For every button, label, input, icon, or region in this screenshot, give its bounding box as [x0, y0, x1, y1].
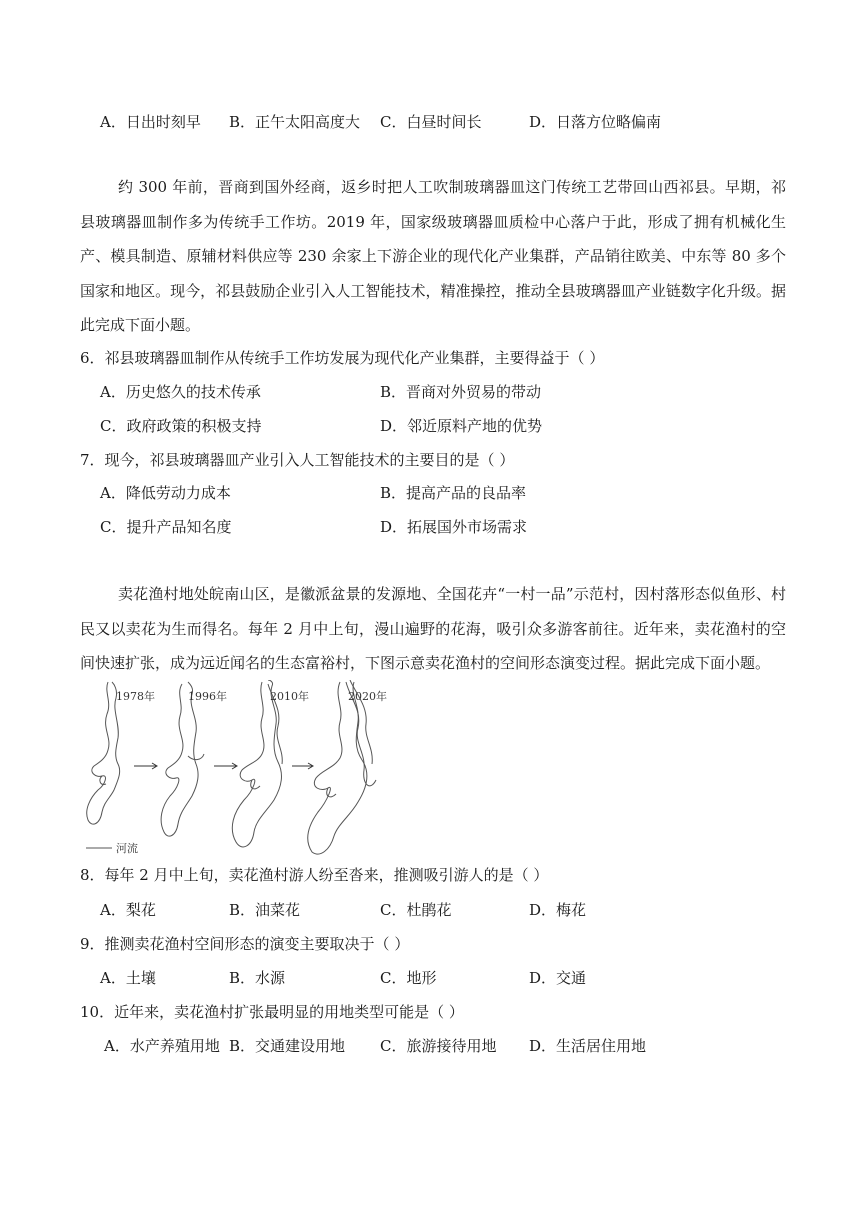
q6-option-b: B．晋商对外贸易的带动	[380, 383, 542, 401]
year-label-1978: 1978年	[116, 690, 155, 703]
q5-option-c: C．白昼时间长	[380, 113, 482, 131]
q6-stem: 6．祁县玻璃器皿制作从传统手工作坊发展为现代化产业集群，主要得益于（ ）	[80, 349, 605, 367]
village-evolution-figure	[78, 680, 398, 858]
year-label-2020: 2020年	[348, 690, 387, 703]
q7-stem: 7．现今，祁县玻璃器皿产业引入人工智能技术的主要目的是（ ）	[80, 451, 515, 469]
q7-option-d: D．拓展国外市场需求	[380, 518, 528, 536]
q8-option-d: D．梅花	[529, 901, 587, 919]
q8-stem: 8．每年 2 月中上旬，卖花渔村游人纷至沓来，推测吸引游人的是（ ）	[80, 866, 549, 884]
q5-option-a: A．日出时刻早	[100, 113, 201, 131]
q9-option-b: B．水源	[229, 969, 286, 987]
q9-option-a: A．土壤	[100, 969, 156, 987]
q8-option-a: A．梨花	[100, 901, 156, 919]
shape-2010	[232, 680, 282, 847]
q5-option-b: B．正午太阳高度大	[229, 113, 361, 131]
q9-stem: 9．推测卖花渔村空间形态的演变主要取决于（ ）	[80, 935, 410, 953]
q7-option-b: B．提高产品的良品率	[380, 484, 527, 502]
q10-option-b: B．交通建设用地	[229, 1037, 346, 1055]
q10-option-d: D．生活居住用地	[529, 1037, 647, 1055]
q7-option-c: C．提升产品知名度	[100, 518, 232, 536]
q10-stem: 10．近年来，卖花渔村扩张最明显的用地类型可能是（ ）	[80, 1003, 464, 1021]
legend-river-label: 河流	[116, 842, 138, 855]
q7-option-a: A．降低劳动力成本	[100, 484, 231, 502]
year-label-2010: 2010年	[270, 690, 309, 703]
q5-option-d: D．日落方位略偏南	[529, 113, 662, 131]
q8-option-b: B．油菜花	[229, 901, 301, 919]
shape-2020	[308, 680, 376, 854]
q6-option-c: C．政府政策的积极支持	[100, 417, 262, 435]
passage-flower-village: 卖花渔村地处皖南山区，是徽派盆景的发源地、全国花卉“一村一品”示范村，因村落形态似鱼形、村民又以卖花为生而得名。每年 2 月中上旬，漫山遍野的花海，吸引众多游客前往。近年来，卖花渔村的空间快速扩张，成为远近闻名的生态富裕村，下图示意卖花渔村的空间形态演变过程。据此完成下面小题。	[80, 585, 786, 672]
year-label-1996: 1996年	[188, 690, 227, 703]
passage-glassware: 约 300 年前，晋商到国外经商，返乡时把人工吹制玻璃器皿这门传统工艺带回山西祁县。早期，祁县玻璃器皿制作多为传统手工作坊。2019 年，国家级玻璃器皿质检中心落户于此，形成了拥有机械化生产、模具制造、原辅材料供应等 230 余家上下游企业的现代化产业集群，产品销往欧美、中东等 80 多个国家和地区。现今，祁县鼓励企业引入人工智能技术，精准操控，推动全县玻璃器皿产业链数字化升级。据此完成下面小题。	[80, 178, 786, 334]
q9-option-c: C．地形	[380, 969, 437, 987]
q6-option-d: D．邻近原料产地的优势	[380, 417, 543, 435]
q9-option-d: D．交通	[529, 969, 587, 987]
q6-option-a: A．历史悠久的技术传承	[100, 383, 261, 401]
q8-option-c: C．杜鹃花	[380, 901, 452, 919]
shape-1978	[87, 682, 120, 824]
q10-option-c: C．旅游接待用地	[380, 1037, 497, 1055]
q10-option-a: A．水产养殖用地	[104, 1037, 220, 1055]
shape-1996	[161, 682, 204, 836]
